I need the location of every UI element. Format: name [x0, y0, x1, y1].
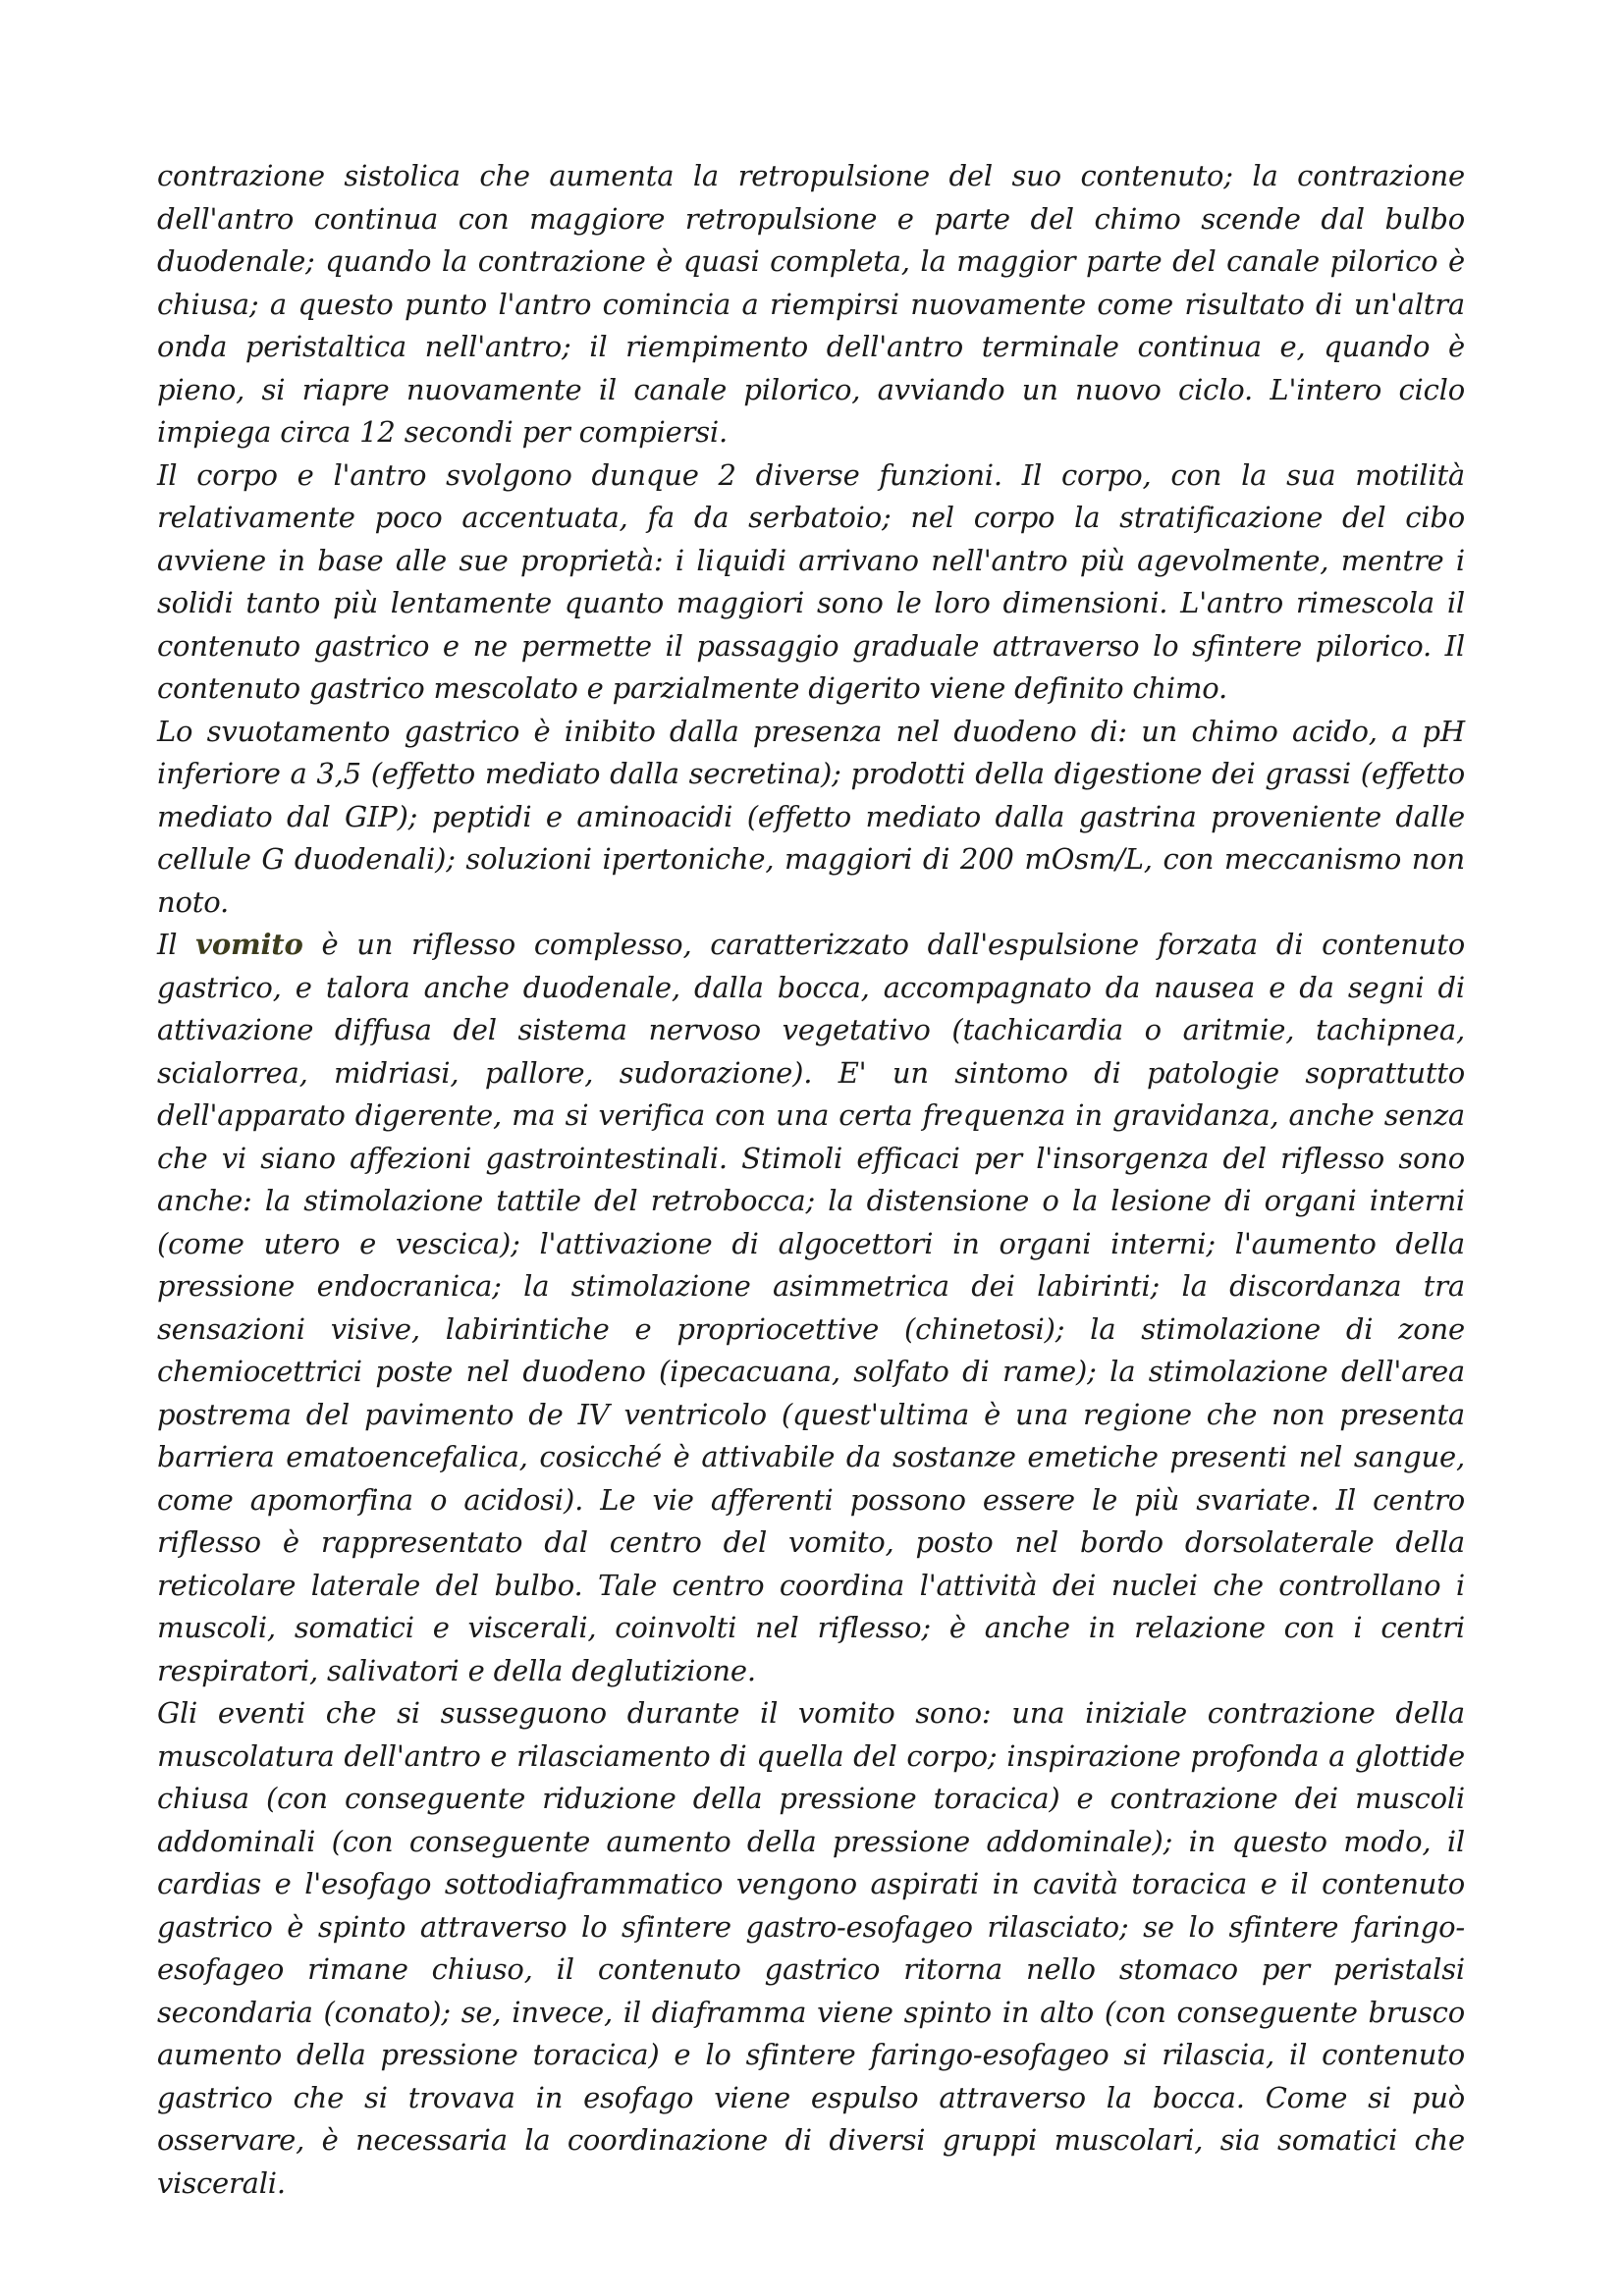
paragraph-2	[157, 454, 1465, 711]
keyword-vomito: vomito	[195, 928, 303, 961]
paragraph-1-text: contrazione sistolica che aumenta la retropulsione del suo contenuto; la contrazione dell'antro continua con maggiore retropulsione e parte del chimo scende dal bulbo duodenale; quando la contrazione è quasi completa, la maggior parte del canale pilorico è chiusa; a questo punto l'antro comincia a riempirsi nuovamente come risultato di un'altra onda peristaltica nell'antro; il riempimento dell'antro terminale continua e, quando è pieno, si riapre nuovamente il canale pilorico, avviando un nuovo ciclo. L'intero ciclo impiega circa 12 secondi per compiersi.	[157, 159, 1465, 449]
paragraph-1	[157, 155, 1465, 454]
paragraph-4	[157, 924, 1465, 1692]
paragraph-5	[157, 1692, 1465, 2205]
paragraph-5-text: Gli eventi che si susseguono durante il vomito sono: una iniziale contrazione della muscolatura dell'antro e rilasciamento di quella del corpo; inspirazione profonda a glottide chiusa (con conseguente riduzione della pressione toracica) e contrazione dei muscoli addominali (con conseguente aumento della pressione addominale); in questo modo, il cardias e l'esofago sottodiaframmatico vengono aspirati in cavità toracica e il contenuto gastrico è spinto attraverso lo sfintere gastro-esofageo rilasciato; se lo sfintere faringo-esofageo rimane chiuso, il contenuto gastrico ritorna nello stomaco per peristalsi secondaria (conato); se, invece, il diaframma viene spinto in alto (con conseguente brusco aumento della pressione toracica) e lo sfintere faringo-esofageo si rilascia, il contenuto gastrico che si trovava in esofago viene espulso attraverso la bocca. Come si può osservare, è necessaria la coordinazione di diversi gruppi muscolari, sia somatici che viscerali.	[157, 1696, 1465, 2200]
paragraph-4-prefix: Il	[157, 928, 196, 961]
paragraph-3-text: Lo svuotamento gastrico è inibito dalla presenza nel duodeno di: un chimo acido, a pH inferiore a 3,5 (effetto mediato dalla secretina); prodotti della digestione dei grassi (effetto mediato dal GIP); peptidi e aminoacidi (effetto mediato dalla gastrina proveniente dalle cellule G duodenali); soluzioni ipertoniche, maggiori di 200 mOsm/L, con meccanismo non noto.	[157, 714, 1465, 919]
paragraph-2-text: Il corpo e l'antro svolgono dunque 2 diverse funzioni. Il corpo, con la sua motilità relativamente poco accentuata, fa da serbatoio; nel corpo la stratificazione del cibo avviene in base alle sue proprietà: i liquidi arrivano nell'antro più agevolmente, mentre i solidi tanto più lentamente quanto maggiori sono le loro dimensioni. L'antro rimescola il contenuto gastrico e ne permette il passaggio graduale attraverso lo sfintere pilorico. Il contenuto gastrico mescolato e parzialmente digerito viene definito chimo.	[157, 457, 1465, 705]
paragraph-4-text: è un riflesso complesso, caratterizzato dall'espulsione forzata di contenuto gastrico, e talora anche duodenale, dalla bocca, accompagnato da nausea e da segni di attivazione diffusa del sistema nervoso vegetativo (tachicardia o aritmie, tachipnea, scialorrea, midriasi, pallore, sudorazione). E' un sintomo di patologie soprattutto dell'apparato digerente, ma si verifica con una certa frequenza in gravidanza, anche senza che vi siano affezioni gastrointestinali. Stimoli efficaci per l'insorgenza del riflesso sono anche: la stimolazione tattile del retrobocca; la distensione o la lesione di organi interni (come utero e vescica); l'attivazione di algocettori in organi interni; l'aumento della pressione endocranica; la stimolazione asimmetrica dei labirinti; la discordanza tra sensazioni visive, labirintiche e propriocettive (chinetosi); la stimolazione di zone chemiocettrici poste nel duodeno (ipecacuana, solfato di rame); la stimolazione dell'area postrema del pavimento de IV ventricolo (quest'ultima è una regione che non presenta barriera ematoencefalica, cosicché è attivabile da sostanze emetiche presenti nel sangue, come apomorfina o acidosi). Le vie afferenti possono essere le più svariate. Il centro riflesso è rappresentato dal centro del vomito, posto nel bordo dorsolaterale della reticolare laterale del bulbo. Tale centro coordina l'attività dei nuclei che controllano i muscoli, somatici e viscerali, coinvolti nel riflesso; è anche in relazione con i centri respiratori, salivatori e della deglutizione.	[157, 928, 1465, 1687]
body-text	[157, 155, 1465, 2205]
paragraph-3	[157, 711, 1465, 925]
